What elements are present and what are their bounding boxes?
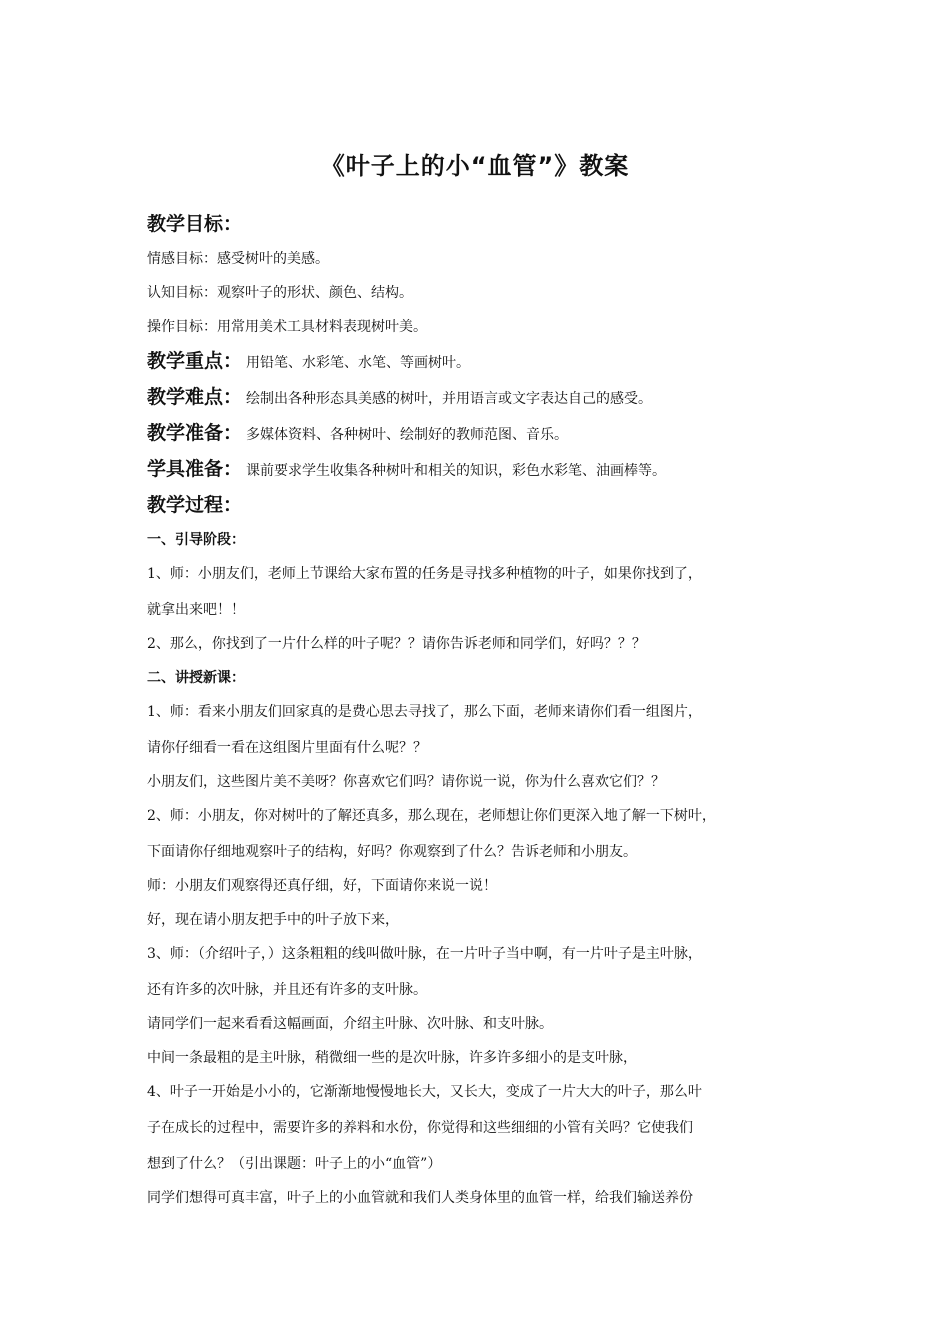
student-prep-row <box>147 456 666 482</box>
difficulty-text: 绘制出各种形态具美感的树叶，并用语言或文字表达自己的感受。 <box>246 391 653 407</box>
document-title: 《叶子上的小“血管”》教案 <box>320 152 630 180</box>
section2-line: 请同学们一起来看看这幅画面，介绍主叶脉、次叶脉、和支叶脉。 <box>147 1016 553 1032</box>
objective-operation: 操作目标：用常用美术工具材料表现树叶美。 <box>147 319 427 335</box>
teacher-prep-label: 教学准备： <box>147 422 243 444</box>
section1-line: 就拿出来吧！！ <box>147 602 245 618</box>
section1-heading: 一、引导阶段： <box>147 532 245 548</box>
key-point-label: 教学重点： <box>147 350 243 372</box>
section2-line: 请你仔细看一看在这组图片里面有什么呢？？ <box>147 740 427 756</box>
section2-line: 小朋友们，这些图片美不美呀？你喜欢它们吗？请你说一说，你为什么喜欢它们？？ <box>147 774 665 790</box>
key-point-row <box>147 348 470 374</box>
difficulty-row <box>147 384 652 410</box>
section2-line: 中间一条最粗的是主叶脉，稍微细一些的是次叶脉，许多许多细小的是支叶脉， <box>147 1050 637 1066</box>
section2-heading: 二、讲授新课： <box>147 670 245 686</box>
student-prep-text: 课前要求学生收集各种树叶和相关的知识，彩色水彩笔、油画棒等。 <box>246 463 667 479</box>
section2-line: 同学们想得可真丰富，叶子上的小血管就和我们人类身体里的血管一样，给我们输送养份 <box>147 1190 693 1206</box>
section2-line: 好，现在请小朋友把手中的叶子放下来， <box>147 912 399 928</box>
section1-line: 2、那么，你找到了一片什么样的叶子呢？？请你告诉老师和同学们，好吗？？？ <box>147 636 646 652</box>
section2-line: 还有许多的次叶脉，并且还有许多的支叶脉。 <box>147 982 427 998</box>
section2-line: 1、师：看来小朋友们回家真的是费心思去寻找了，那么下面，老师来请你们看一组图片， <box>147 704 702 720</box>
section2-line: 3、师：（介绍叶子，）这条粗粗的线叫做叶脉，在一片叶子当中啊，有一片叶子是主叶脉， <box>147 946 702 962</box>
teacher-prep-text: 多媒体资料、各种树叶、绘制好的教师范图、音乐。 <box>246 427 569 443</box>
section2-line: 子在成长的过程中，需要许多的养料和水份，你觉得和这些细细的小管有关吗？它使我们 <box>147 1120 693 1136</box>
section1-line: 1、师：小朋友们，老师上节课给大家布置的任务是寻找多种植物的叶子，如果你找到了， <box>147 566 702 582</box>
section2-line: 想到了什么？（引出课题：叶子上的小“血管”） <box>147 1156 442 1172</box>
student-prep-label: 学具准备： <box>147 458 243 480</box>
section2-line: 下面请你仔细地观察叶子的结构，好吗？你观察到了什么？告诉老师和小朋友。 <box>147 844 637 860</box>
teacher-prep-row <box>147 420 568 446</box>
section2-line: 师：小朋友们观察得还真仔细，好，下面请你来说一说！ <box>147 878 497 894</box>
key-point-text: 用铅笔、水彩笔、水笔、等画树叶。 <box>246 355 471 371</box>
process-heading: 教学过程： <box>147 494 243 516</box>
difficulty-label: 教学难点： <box>147 386 243 408</box>
objective-cognition: 认知目标：观察叶子的形状、颜色、结构。 <box>147 285 413 301</box>
objectives-heading: 教学目标： <box>147 213 243 235</box>
objective-emotion: 情感目标：感受树叶的美感。 <box>147 251 329 267</box>
section2-line: 4、叶子一开始是小小的，它渐渐地慢慢地长大，又长大，变成了一片大大的叶子，那么叶 <box>147 1084 702 1100</box>
section2-line: 2、师：小朋友，你对树叶的了解还真多，那么现在，老师想让你们更深入地了解一下树叶， <box>147 808 716 824</box>
